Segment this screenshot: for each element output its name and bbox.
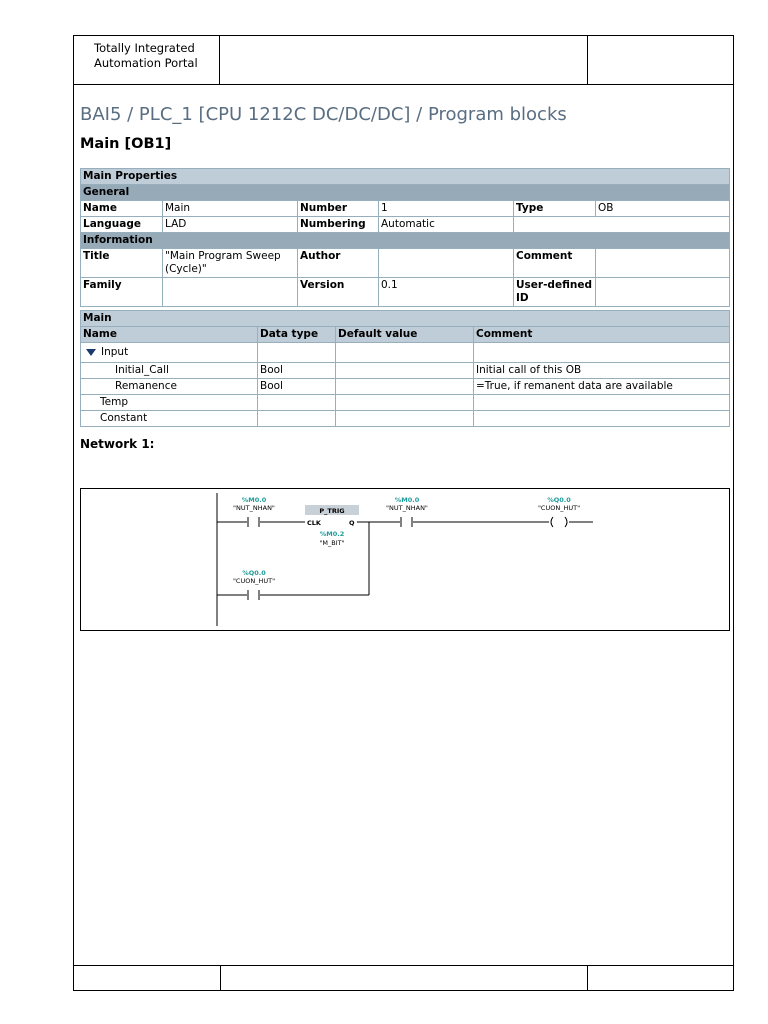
coil-address: %Q0.0 — [547, 496, 571, 504]
table-row[interactable] — [81, 411, 730, 427]
page-header — [74, 36, 733, 85]
contact3-tag: "CUON_HUT" — [232, 577, 276, 585]
language-label: Language — [81, 217, 163, 233]
interface-table — [80, 310, 730, 427]
collapse-triangle-icon[interactable] — [86, 349, 96, 356]
ptrig-address: %M0.2 — [319, 530, 345, 538]
footer-divider-right — [587, 966, 588, 990]
row-type: Bool — [258, 363, 336, 379]
ladder-network[interactable] — [80, 488, 730, 631]
name-label: Name — [81, 201, 163, 217]
row-type — [258, 343, 336, 363]
section-main: Main — [81, 311, 730, 327]
column-header-name: Name — [81, 327, 258, 343]
row-name: Temp — [81, 395, 258, 411]
row-type — [258, 395, 336, 411]
row-type — [258, 411, 336, 427]
contact3-address: %Q0.0 — [242, 569, 266, 577]
coil-symbol[interactable] — [551, 517, 553, 527]
comment-value — [596, 249, 730, 278]
name-value: Main — [163, 201, 298, 217]
ladder-diagram — [81, 489, 731, 632]
row-name: Remanence — [81, 379, 258, 395]
family-value — [163, 278, 298, 307]
family-label: Family — [81, 278, 163, 307]
title-value: "Main Program Sweep (Cycle)" — [163, 249, 298, 278]
page-footer — [74, 965, 733, 990]
footer-divider-left — [220, 966, 221, 990]
table-row[interactable] — [81, 363, 730, 379]
version-label: Version — [298, 278, 379, 307]
language-value: LAD — [163, 217, 298, 233]
table-row[interactable] — [81, 379, 730, 395]
row-comment — [474, 395, 730, 411]
table-row[interactable] — [81, 395, 730, 411]
section-information: Information — [81, 233, 730, 249]
row-default — [336, 379, 474, 395]
section-main-properties: Main Properties — [81, 169, 730, 185]
row-name: Input — [101, 346, 129, 358]
row-default — [336, 395, 474, 411]
product-name-line2: Automation Portal — [94, 56, 198, 70]
number-label: Number — [298, 201, 379, 217]
user-id-value — [596, 278, 730, 307]
ptrig-clk-pin: CLK — [307, 519, 321, 527]
ptrig-name[interactable]: P_TRIG — [319, 507, 345, 515]
section-general: General — [81, 185, 730, 201]
table-row[interactable] — [81, 343, 730, 363]
author-value — [379, 249, 514, 278]
type-value: OB — [596, 201, 730, 217]
column-header-comment: Comment — [474, 327, 730, 343]
row-type: Bool — [258, 379, 336, 395]
row-default — [336, 343, 474, 363]
type-label: Type — [514, 201, 596, 217]
title-label: Title — [81, 249, 163, 278]
coil-tag: "CUON_HUT" — [537, 504, 581, 512]
contact2-tag: "NUT_NHAN" — [386, 504, 428, 512]
row-name: Initial_Call — [81, 363, 258, 379]
coil-symbol[interactable] — [565, 517, 567, 527]
row-comment — [474, 343, 730, 363]
contact1-address: %M0.0 — [241, 496, 267, 504]
numbering-label: Numbering — [298, 217, 379, 233]
ptrig-tag: "M_BIT" — [319, 539, 345, 547]
main-properties-table — [80, 168, 730, 307]
network-title: Network 1: — [80, 437, 155, 451]
product-name-line1: Totally Integrated — [94, 41, 195, 55]
column-header-data-type: Data type — [258, 327, 336, 343]
row-default — [336, 411, 474, 427]
program-path-title: BAI5 / PLC_1 [CPU 1212C DC/DC/DC] / Program blocks — [80, 104, 567, 125]
empty-cell — [514, 217, 730, 233]
number-value: 1 — [379, 201, 514, 217]
product-name — [74, 36, 220, 84]
ptrig-q-pin: Q — [349, 519, 355, 527]
row-comment: Initial call of this OB — [474, 363, 730, 379]
comment-label: Comment — [514, 249, 596, 278]
contact2-address: %M0.0 — [394, 496, 420, 504]
row-comment: =True, if remanent data are available — [474, 379, 730, 395]
row-default — [336, 363, 474, 379]
contact1-tag: "NUT_NHAN" — [233, 504, 275, 512]
user-id-label: User-defined ID — [514, 278, 596, 307]
numbering-value: Automatic — [379, 217, 514, 233]
author-label: Author — [298, 249, 379, 278]
row-comment — [474, 411, 730, 427]
version-value: 0.1 — [379, 278, 514, 307]
header-divider — [587, 36, 588, 84]
row-name: Constant — [81, 411, 258, 427]
block-title: Main [OB1] — [80, 136, 172, 152]
column-header-default-value: Default value — [336, 327, 474, 343]
